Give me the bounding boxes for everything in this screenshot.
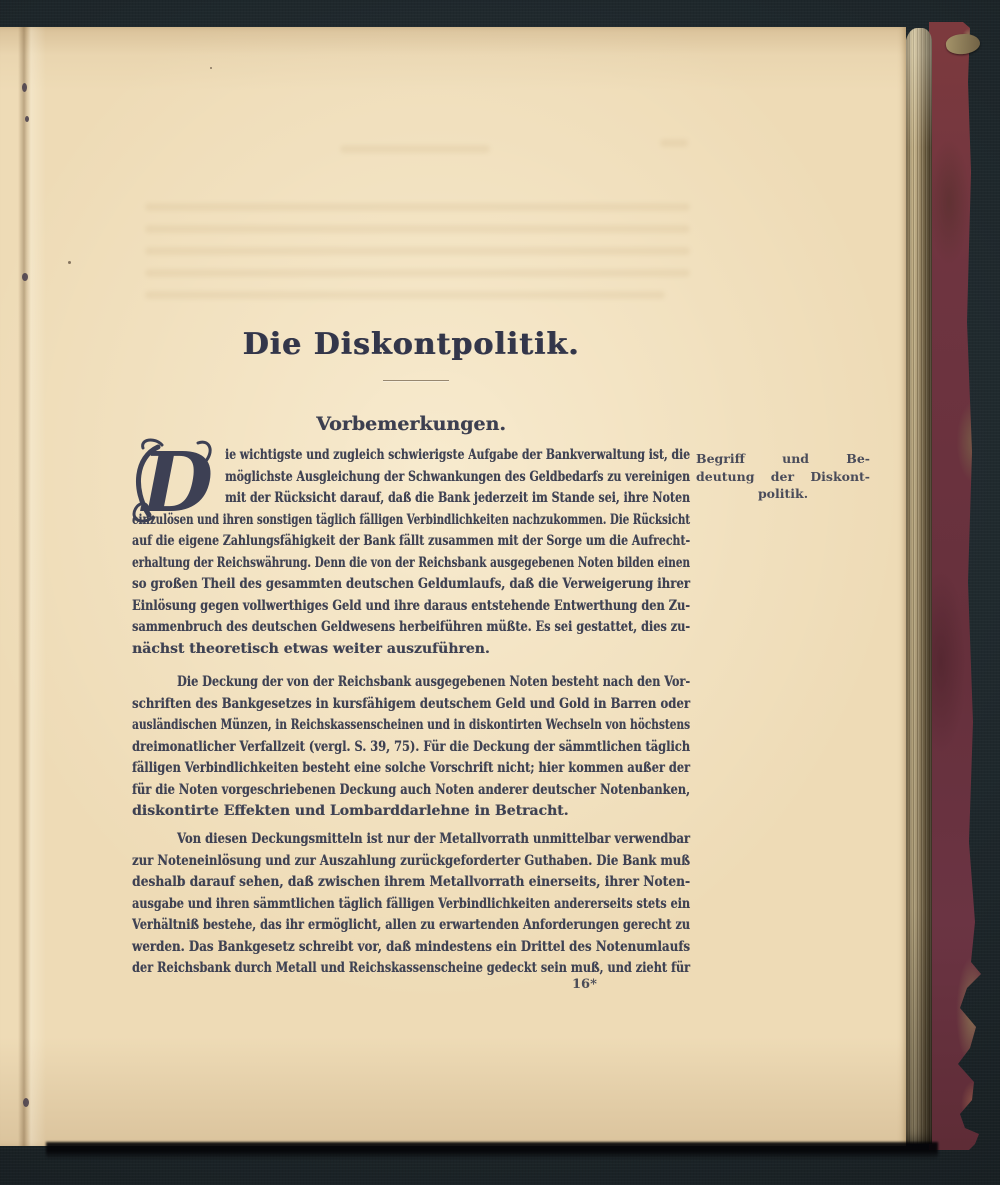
paragraph bbox=[132, 672, 690, 823]
text-line-content: erhaltung der Reichswährung. Denn die von der Reichsbank ausgegebenen Noten bilden einen bbox=[132, 554, 690, 571]
show-through-text bbox=[145, 269, 690, 277]
text-line-content: fälligen Verbindlichkeiten besteht eine solche Vorschrift nicht; hier kommen außer der bbox=[132, 760, 690, 776]
text-line-content: einzulösen und ihren sonstigen täglich fälligen Verbindlichkeiten nachzukommen. Die Rücksicht bbox=[132, 511, 690, 528]
text-line bbox=[225, 467, 690, 489]
stitch-mark bbox=[22, 273, 28, 281]
text-line bbox=[132, 915, 690, 937]
text-line bbox=[177, 829, 690, 851]
title-rule bbox=[383, 380, 449, 381]
text-line-content: diskontirte Effekten und Lombarddarlehne in Betracht. bbox=[132, 803, 569, 819]
text-line bbox=[132, 694, 690, 716]
text-line bbox=[225, 488, 690, 510]
text-line bbox=[177, 672, 690, 694]
text-line-content: Verhältniß bestehe, das ihr ermöglicht, allen zu erwartenden Anforderungen gerecht zu bbox=[132, 917, 690, 933]
show-through-text bbox=[340, 145, 490, 153]
text-line bbox=[132, 596, 690, 618]
text-line-content: zur Noteneinlösung und zur Auszahlung zurückgeforderter Guthaben. Die Bank muß bbox=[132, 852, 690, 869]
section-heading: Vorbemerkungen. bbox=[316, 413, 506, 435]
text-line-content: so großen Theil des gesammten deutschen Geldumlaufs, daß die Verweigerung ihrer bbox=[132, 576, 690, 592]
paper-speck bbox=[210, 67, 212, 69]
text-line-content: deshalb darauf sehen, daß zwischen ihrem Metallvorrath einerseits, ihrer Noten- bbox=[132, 874, 690, 890]
text-line bbox=[132, 851, 690, 873]
text-line-content: schriften des Bankgesetzes in kursfähigem deutschem Geld und Gold in Barren oder bbox=[132, 695, 690, 712]
book-page bbox=[0, 27, 906, 1146]
drop-cap-letter: D bbox=[142, 435, 214, 531]
stitch-mark bbox=[22, 83, 27, 92]
text-line-content: auf die eigene Zahlungsfähigkeit der Bank fällt zusammen mit der Sorge um die Aufrecht- bbox=[132, 533, 690, 549]
text-line-content: nächst theoretisch etwas weiter auszuführen. bbox=[132, 640, 490, 657]
text-line bbox=[132, 758, 690, 780]
text-line-content: möglichste Ausgleichung der Schwankungen des Geldbedarfs zu vereinigen bbox=[225, 468, 690, 485]
text-line bbox=[132, 872, 690, 894]
show-through-text bbox=[145, 203, 690, 211]
page-bottom-shadow bbox=[46, 1142, 938, 1159]
text-line bbox=[132, 574, 690, 596]
show-through-text bbox=[145, 225, 690, 233]
margin-note-line: deutung der Diskont- bbox=[696, 468, 870, 484]
text-line bbox=[132, 937, 690, 959]
text-line-content: der Reichsbank durch Metall und Reichskassenscheine gedeckt sein muß, und zieht für bbox=[132, 960, 690, 976]
text-line bbox=[132, 510, 690, 532]
text-line bbox=[132, 780, 690, 802]
show-through-text bbox=[145, 247, 690, 255]
text-line bbox=[132, 737, 690, 759]
margin-note-line: Begriff und Be- bbox=[696, 451, 870, 466]
text-line bbox=[132, 894, 690, 916]
text-line bbox=[132, 617, 690, 639]
show-through-text bbox=[660, 139, 688, 147]
margin-note-line: politik. bbox=[757, 486, 809, 501]
text-line bbox=[225, 445, 690, 467]
paper-speck bbox=[68, 261, 71, 264]
show-through-text bbox=[145, 291, 665, 299]
text-line bbox=[132, 801, 690, 823]
text-line-content: für die Noten vorgeschriebenen Deckung auch Noten anderer deutscher Notenbanken, bbox=[132, 781, 690, 798]
paragraph bbox=[132, 445, 690, 660]
text-line bbox=[132, 639, 690, 661]
text-line-content: dreimonatlicher Verfallzeit (vergl. S. 39, 75). Für die Deckung der sämmtlichen täglich bbox=[132, 738, 690, 755]
text-line-content: ausländischen Münzen, in Reichskassenscheinen und in diskontirten Wechseln von höchstens bbox=[132, 717, 690, 733]
text-line-content: Von diesen Deckungsmitteln ist nur der Metallvorrath unmittelbar verwendbar bbox=[177, 831, 690, 847]
text-line-content: ausgabe und ihren sämmtlichen täglich fälligen Verbindlichkeiten andererseits stets ein bbox=[132, 895, 690, 912]
text-line bbox=[132, 531, 690, 553]
text-line-content: Einlösung gegen vollwerthiges Geld und ihre daraus entstehende Entwerthung den Zu- bbox=[132, 597, 690, 614]
text-line bbox=[132, 958, 690, 980]
text-line-content: ie wichtigste und zugleich schwierigste Aufgabe der Bankverwaltung ist, die bbox=[225, 447, 690, 463]
margin-note bbox=[696, 450, 870, 503]
stitch-mark bbox=[25, 116, 29, 122]
text-line bbox=[132, 715, 690, 737]
text-line-content: sammenbruch des deutschen Geldwesens herbeiführen müßte. Es sei gestattet, dies zu- bbox=[132, 619, 690, 635]
page-title: Die Diskontpolitik. bbox=[242, 327, 580, 362]
text-line bbox=[132, 553, 690, 575]
text-line-content: mit der Rücksicht darauf, daß die Bank jederzeit im Stande sei, ihre Noten bbox=[225, 490, 690, 506]
page-edges bbox=[905, 28, 932, 1144]
signature-mark: 16* bbox=[572, 977, 597, 992]
text-line-content: werden. Das Bankgesetz schreibt vor, daß mindestens ein Drittel des Notenumlaufs bbox=[132, 938, 690, 955]
text-line-content: Die Deckung der von der Reichsbank ausgegebenen Noten besteht nach den Vor- bbox=[177, 674, 690, 690]
paragraph bbox=[132, 829, 690, 980]
stitch-mark bbox=[23, 1098, 29, 1107]
book-cover bbox=[929, 22, 985, 1150]
